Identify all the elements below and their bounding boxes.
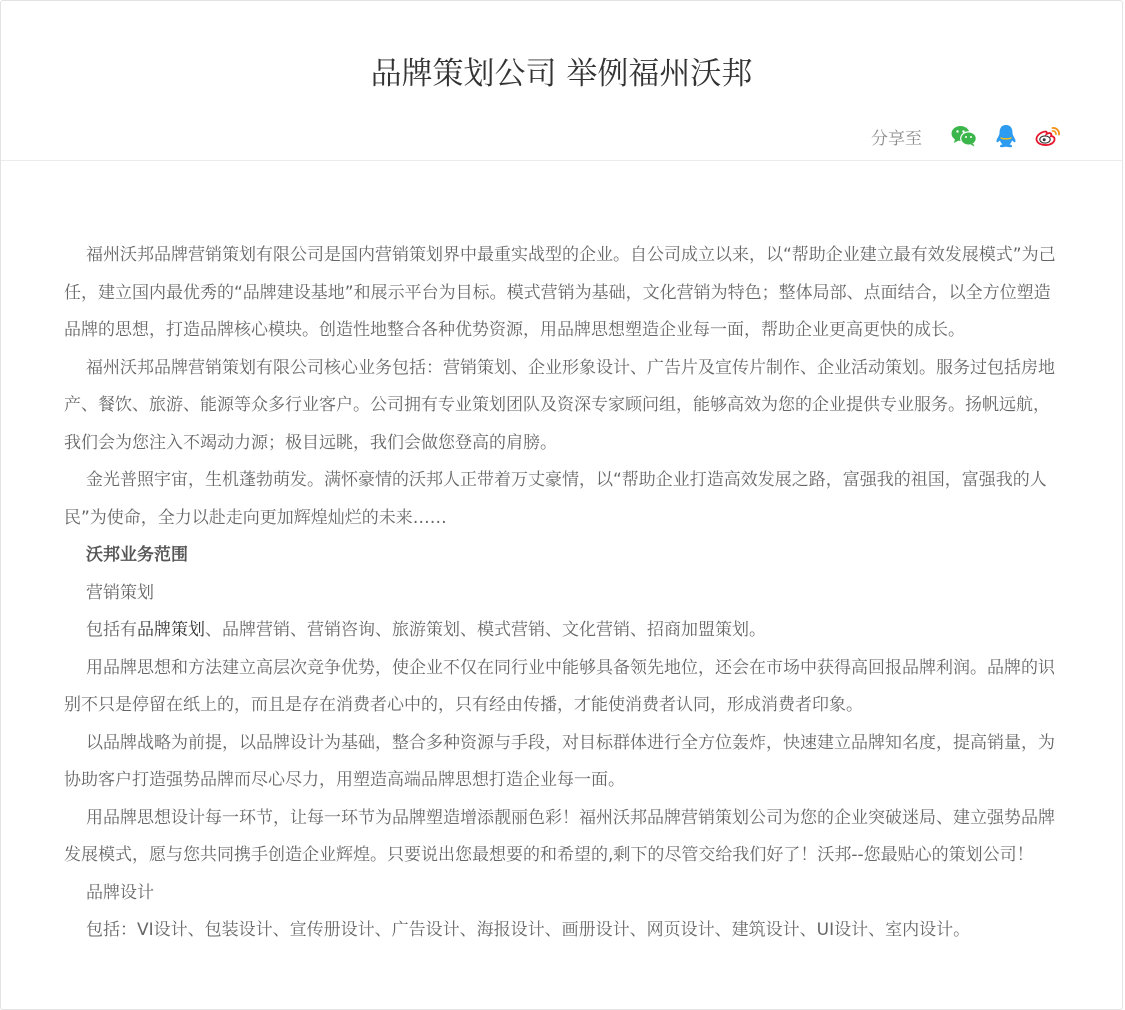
paragraph-core-business: 福州沃邦品牌营销策划有限公司核心业务包括：营销策划、企业形象设计、广告片及宣传片制作、企业活动策划。服务过包括房地产、餐饮、旅游、能源等众多行业客户。公司拥有专业策划团队及资深专家顾问组，能够高效为您的企业提供专业服务。扬帆远航，我们会为您注入不竭动力源；极目远眺，我们会做您登高的肩膀。 <box>64 357 1055 453</box>
paragraph-intro: 福州沃邦品牌营销策划有限公司是国内营销策划界中最重实战型的企业。自公司成立以来，以“帮助企业建立最有效发展模式”为己任，建立国内最优秀的“品牌建设基地”和展示平台为目标。模式营销为基础，文化营销为特色；整体局部、点面结合，以全方位塑造品牌的思想，打造品牌核心模块。创造性地整合各种优势资源，用品牌思想塑造企业每一面，帮助企业更高更快的成长。 <box>64 245 1056 340</box>
share-label: 分享至 <box>871 128 922 149</box>
paragraph-design-list: 包括：VI设计、包装设计、宣传册设计、广告设计、海报设计、画册设计、网页设计、建筑设计、UI设计、室内设计。 <box>86 920 971 940</box>
subheading-brand-design: 品牌设计 <box>86 882 154 903</box>
share-qq-button[interactable] <box>992 122 1020 150</box>
brand-planning-link[interactable]: 品牌策划 <box>137 620 205 640</box>
article-title: 品牌策划公司 举例福州沃邦 <box>370 56 753 92</box>
paragraph-brand-thinking: 用品牌思想和方法建立高层次竞争优势，使企业不仅在同行业中能够具备领先地位，还会在市场中获得高回报品牌利润。品牌的识别不只是停留在纸上的，而且是存在消费者心中的，只有经由传播，才能使消费者认同，形成消费者印象。 <box>64 657 1055 715</box>
paragraph-mission: 金光普照宇宙，生机蓬勃萌发。满怀豪情的沃邦人正带着万丈豪情，以“帮助企业打造高效发展之路，富强我的祖国，富强我的人民”为使命，全力以赴走向更加辉煌灿烂的未来…… <box>64 470 1047 528</box>
qq-icon <box>995 124 1017 148</box>
marketing-list-suffix: 、品牌营销、营销咨询、旅游策划、模式营销、文化营销、招商加盟策划。 <box>205 620 766 640</box>
paragraph-marketing-list <box>64 612 1064 650</box>
paragraph-brand-design-every-link: 用品牌思想设计每一环节，让每一环节为品牌塑造增添靓丽色彩！福州沃邦品牌营销策划公司为您的企业突破迷局、建立强势品牌发展模式，愿与您共同携手创造企业辉煌。只要说出您最想要的和希望的,剩下的尽管交给我们好了！沃邦--您最贴心的策划公司！ <box>64 807 1055 865</box>
weibo-icon <box>1035 125 1061 147</box>
share-wechat-button[interactable] <box>950 122 978 150</box>
article-body <box>64 237 1064 950</box>
subheading-marketing: 营销策划 <box>86 582 154 603</box>
share-weibo-button[interactable] <box>1034 122 1062 150</box>
article-header <box>1 1 1122 161</box>
wechat-icon <box>951 125 977 147</box>
heading-business-scope: 沃邦业务范围 <box>86 545 188 565</box>
paragraph-brand-strategy: 以品牌战略为前提，以品牌设计为基础，整合多种资源与手段，对目标群体进行全方位轰炸，快速建立品牌知名度，提高销量，为协助客户打造强势品牌而尽心尽力，用塑造高端品牌思想打造企业每一面。 <box>64 732 1055 790</box>
marketing-list-prefix: 包括有 <box>86 620 137 640</box>
share-bar <box>871 121 1062 151</box>
